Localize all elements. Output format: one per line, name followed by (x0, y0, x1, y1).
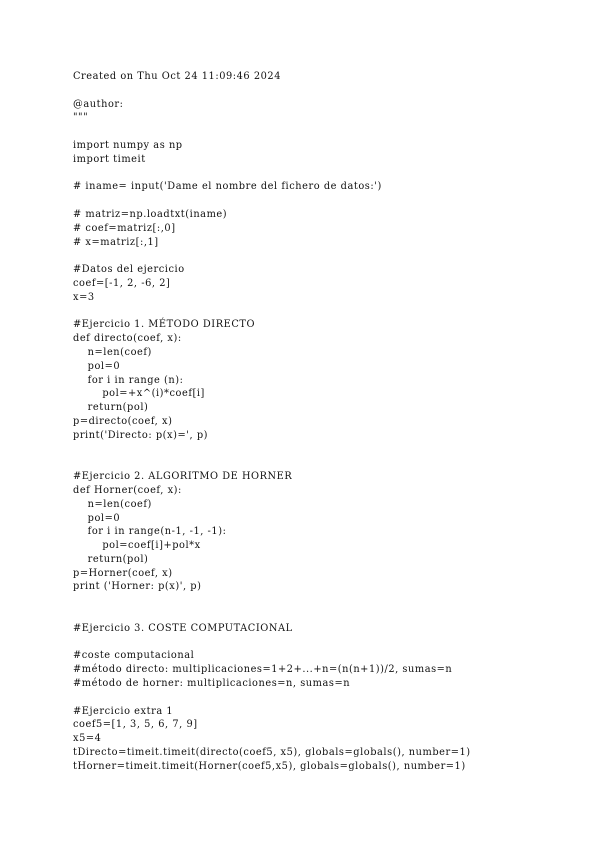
code-line: pol=0 (73, 512, 121, 524)
code-line: def Horner(coef, x): (73, 484, 182, 496)
code-line: x=3 (73, 291, 95, 303)
code-line: pol=+x^(i)*coef[i] (73, 388, 205, 400)
code-line: coef=[-1, 2, -6, 2] (73, 277, 171, 289)
code-line: tHorner=timeit.timeit(Horner(coef5,x5), globals=globals(), number=1) (73, 760, 466, 772)
code-line: # x=matriz[:,1] (73, 236, 159, 248)
code-line: p=Horner(coef, x) (73, 567, 173, 579)
blank-line (73, 608, 593, 622)
code-line: #método de horner: multiplicaciones=n, sumas=n (73, 678, 351, 690)
code-line: print ('Horner: p(x)', p) (73, 581, 202, 593)
blank-line (73, 594, 593, 608)
code-line: #Ejercicio 2. ALGORITMO DE HORNER (73, 471, 293, 483)
blank-line (73, 691, 593, 705)
code-line: import numpy as np (73, 139, 183, 151)
code-line: return(pol) (73, 402, 149, 414)
blank-line (73, 125, 593, 139)
code-line: @author: (73, 98, 124, 110)
code-line: pol=coef[i]+pol*x (73, 540, 201, 552)
code-line: for i in range (n): (73, 374, 184, 386)
code-line: # coef=matriz[:,0] (73, 222, 176, 234)
code-listing (73, 70, 593, 774)
code-line: for i in range(n-1, -1, -1): (73, 526, 227, 538)
blank-line (73, 636, 593, 650)
blank-line (73, 249, 593, 263)
code-line: Created on Thu Oct 24 11:09:46 2024 (73, 71, 281, 82)
code-line: """ (73, 112, 89, 124)
blank-line (73, 443, 593, 457)
blank-line (73, 167, 593, 181)
code-line: # iname= input('Dame el nombre del fichero de datos:') (73, 181, 382, 193)
code-line: #método directo: multiplicaciones=1+2+...+n=(n(n+1))/2, sumas=n (73, 664, 453, 676)
blank-line (73, 305, 593, 319)
code-line: p=directo(coef, x) (73, 415, 173, 427)
code-line: n=len(coef) (73, 498, 152, 510)
code-line: n=len(coef) (73, 346, 152, 358)
code-line: pol=0 (73, 360, 121, 372)
code-line: #Datos del ejercicio (73, 264, 185, 276)
code-line: return(pol) (73, 553, 149, 565)
code-line: #Ejercicio 3. COSTE COMPUTACIONAL (73, 622, 293, 634)
code-line: #Ejercicio extra 1 (73, 705, 174, 717)
blank-line (73, 84, 593, 98)
code-line: def directo(coef, x): (73, 333, 182, 345)
code-line: coef5=[1, 3, 5, 6, 7, 9] (73, 719, 198, 731)
code-line: print('Directo: p(x)=', p) (73, 429, 209, 441)
blank-line (73, 456, 593, 470)
code-line: tDirecto=timeit.timeit(directo(coef5, x5), globals=globals(), number=1) (73, 747, 471, 759)
blank-line (73, 194, 593, 208)
code-line: #Ejercicio 1. MÉTODO DIRECTO (73, 319, 256, 331)
code-line: import timeit (73, 153, 146, 165)
code-line: #coste computacional (73, 650, 195, 662)
code-line: x5=4 (73, 733, 102, 745)
code-line: # matriz=np.loadtxt(iname) (73, 208, 228, 220)
